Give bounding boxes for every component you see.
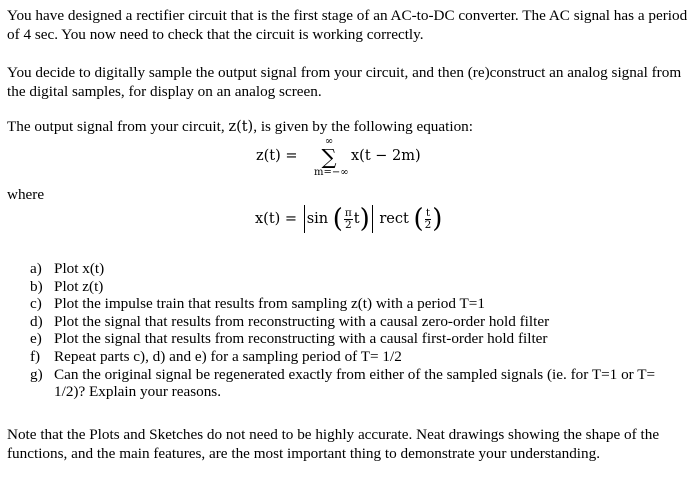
output-signal-paragraph: [7, 117, 693, 137]
paren-close: ): [359, 204, 370, 234]
summation: [314, 136, 349, 178]
paren-open: (: [332, 204, 343, 234]
item-text: Plot z(t): [54, 277, 104, 295]
equation-z-lhs: z(t) =: [256, 148, 298, 164]
pi-denominator: 2: [344, 218, 352, 231]
question-list: [30, 260, 690, 401]
abs-bar-right: [372, 205, 373, 233]
t-over-two: [425, 208, 432, 231]
equation-z-rhs: x(t − 2m): [351, 148, 421, 164]
summation-upper-limit: ∞: [324, 136, 334, 147]
list-item: [30, 295, 690, 313]
list-item: [30, 260, 690, 278]
list-item: [30, 313, 690, 331]
item-label: e): [30, 330, 42, 348]
intro-paragraph: You have designed a rectifier circuit that is the first stage of an AC-to-DC converter. The AC signal has a period of 4 sec. You now need to check that the circuit is working correctly.: [7, 7, 688, 43]
item-label: b): [30, 277, 43, 295]
rect-paren-open: (: [413, 204, 424, 234]
output-variable: z(t): [228, 119, 254, 135]
list-item: [30, 348, 690, 366]
item-text: Plot x(t): [54, 260, 105, 277]
item-label: g): [30, 365, 43, 383]
item-text: Plot the impulse train that results from sampling z(t) with a period T=1: [54, 295, 485, 313]
item-label: f): [30, 347, 41, 365]
pi-over-two: [344, 208, 353, 231]
rect-paren-close: ): [432, 204, 443, 234]
item-text: Plot the signal that results from reconstructing with a causal first-order hold filter: [54, 330, 548, 348]
summation-lower-limit: m=−∞: [314, 167, 349, 178]
item-label: d): [30, 312, 43, 330]
sampling-paragraph: You decide to digitally sample the output signal from your circuit, and then (re)construct an analog signal from the digital samples, for display on an analog screen.: [7, 64, 682, 100]
list-item: [30, 330, 690, 348]
list-item: [30, 278, 690, 296]
item-label: a): [30, 260, 42, 277]
item-text: Plot the signal that results from reconstructing with a causal zero-order hold filter: [54, 312, 550, 330]
note-paragraph: Note that the Plots and Sketches do not need to be highly accurate. Neat drawings showing the shape of the functions, and the main features, are the most important thing to demonstrate your understanding.: [7, 426, 660, 462]
output-prefix: The output signal from your circuit,: [7, 118, 229, 135]
item-text: Repeat parts c), d) and e) for a sampling period of T= 1/2: [54, 347, 402, 365]
rect-label: rect: [379, 211, 409, 227]
sin-label: sin: [306, 211, 329, 227]
equation-x: [255, 196, 442, 242]
summation-sign: ∑: [321, 145, 337, 169]
equation-x-lhs: x(t) =: [255, 211, 298, 227]
list-item: [30, 366, 690, 401]
sin-arg-t: t: [353, 211, 360, 227]
where-label: where: [7, 186, 45, 203]
item-text: Can the original signal be regenerated exactly from either of the sampled signals (ie. for T=1 or T= 1/2)? Explain your reasons.: [54, 365, 656, 401]
abs-bar-left: [304, 205, 305, 233]
item-label: c): [30, 295, 42, 313]
t-numerator: t: [425, 206, 431, 219]
output-suffix: , is given by the following equation:: [253, 118, 473, 135]
pi-numerator: π: [344, 206, 352, 219]
t-denominator: 2: [424, 218, 432, 231]
